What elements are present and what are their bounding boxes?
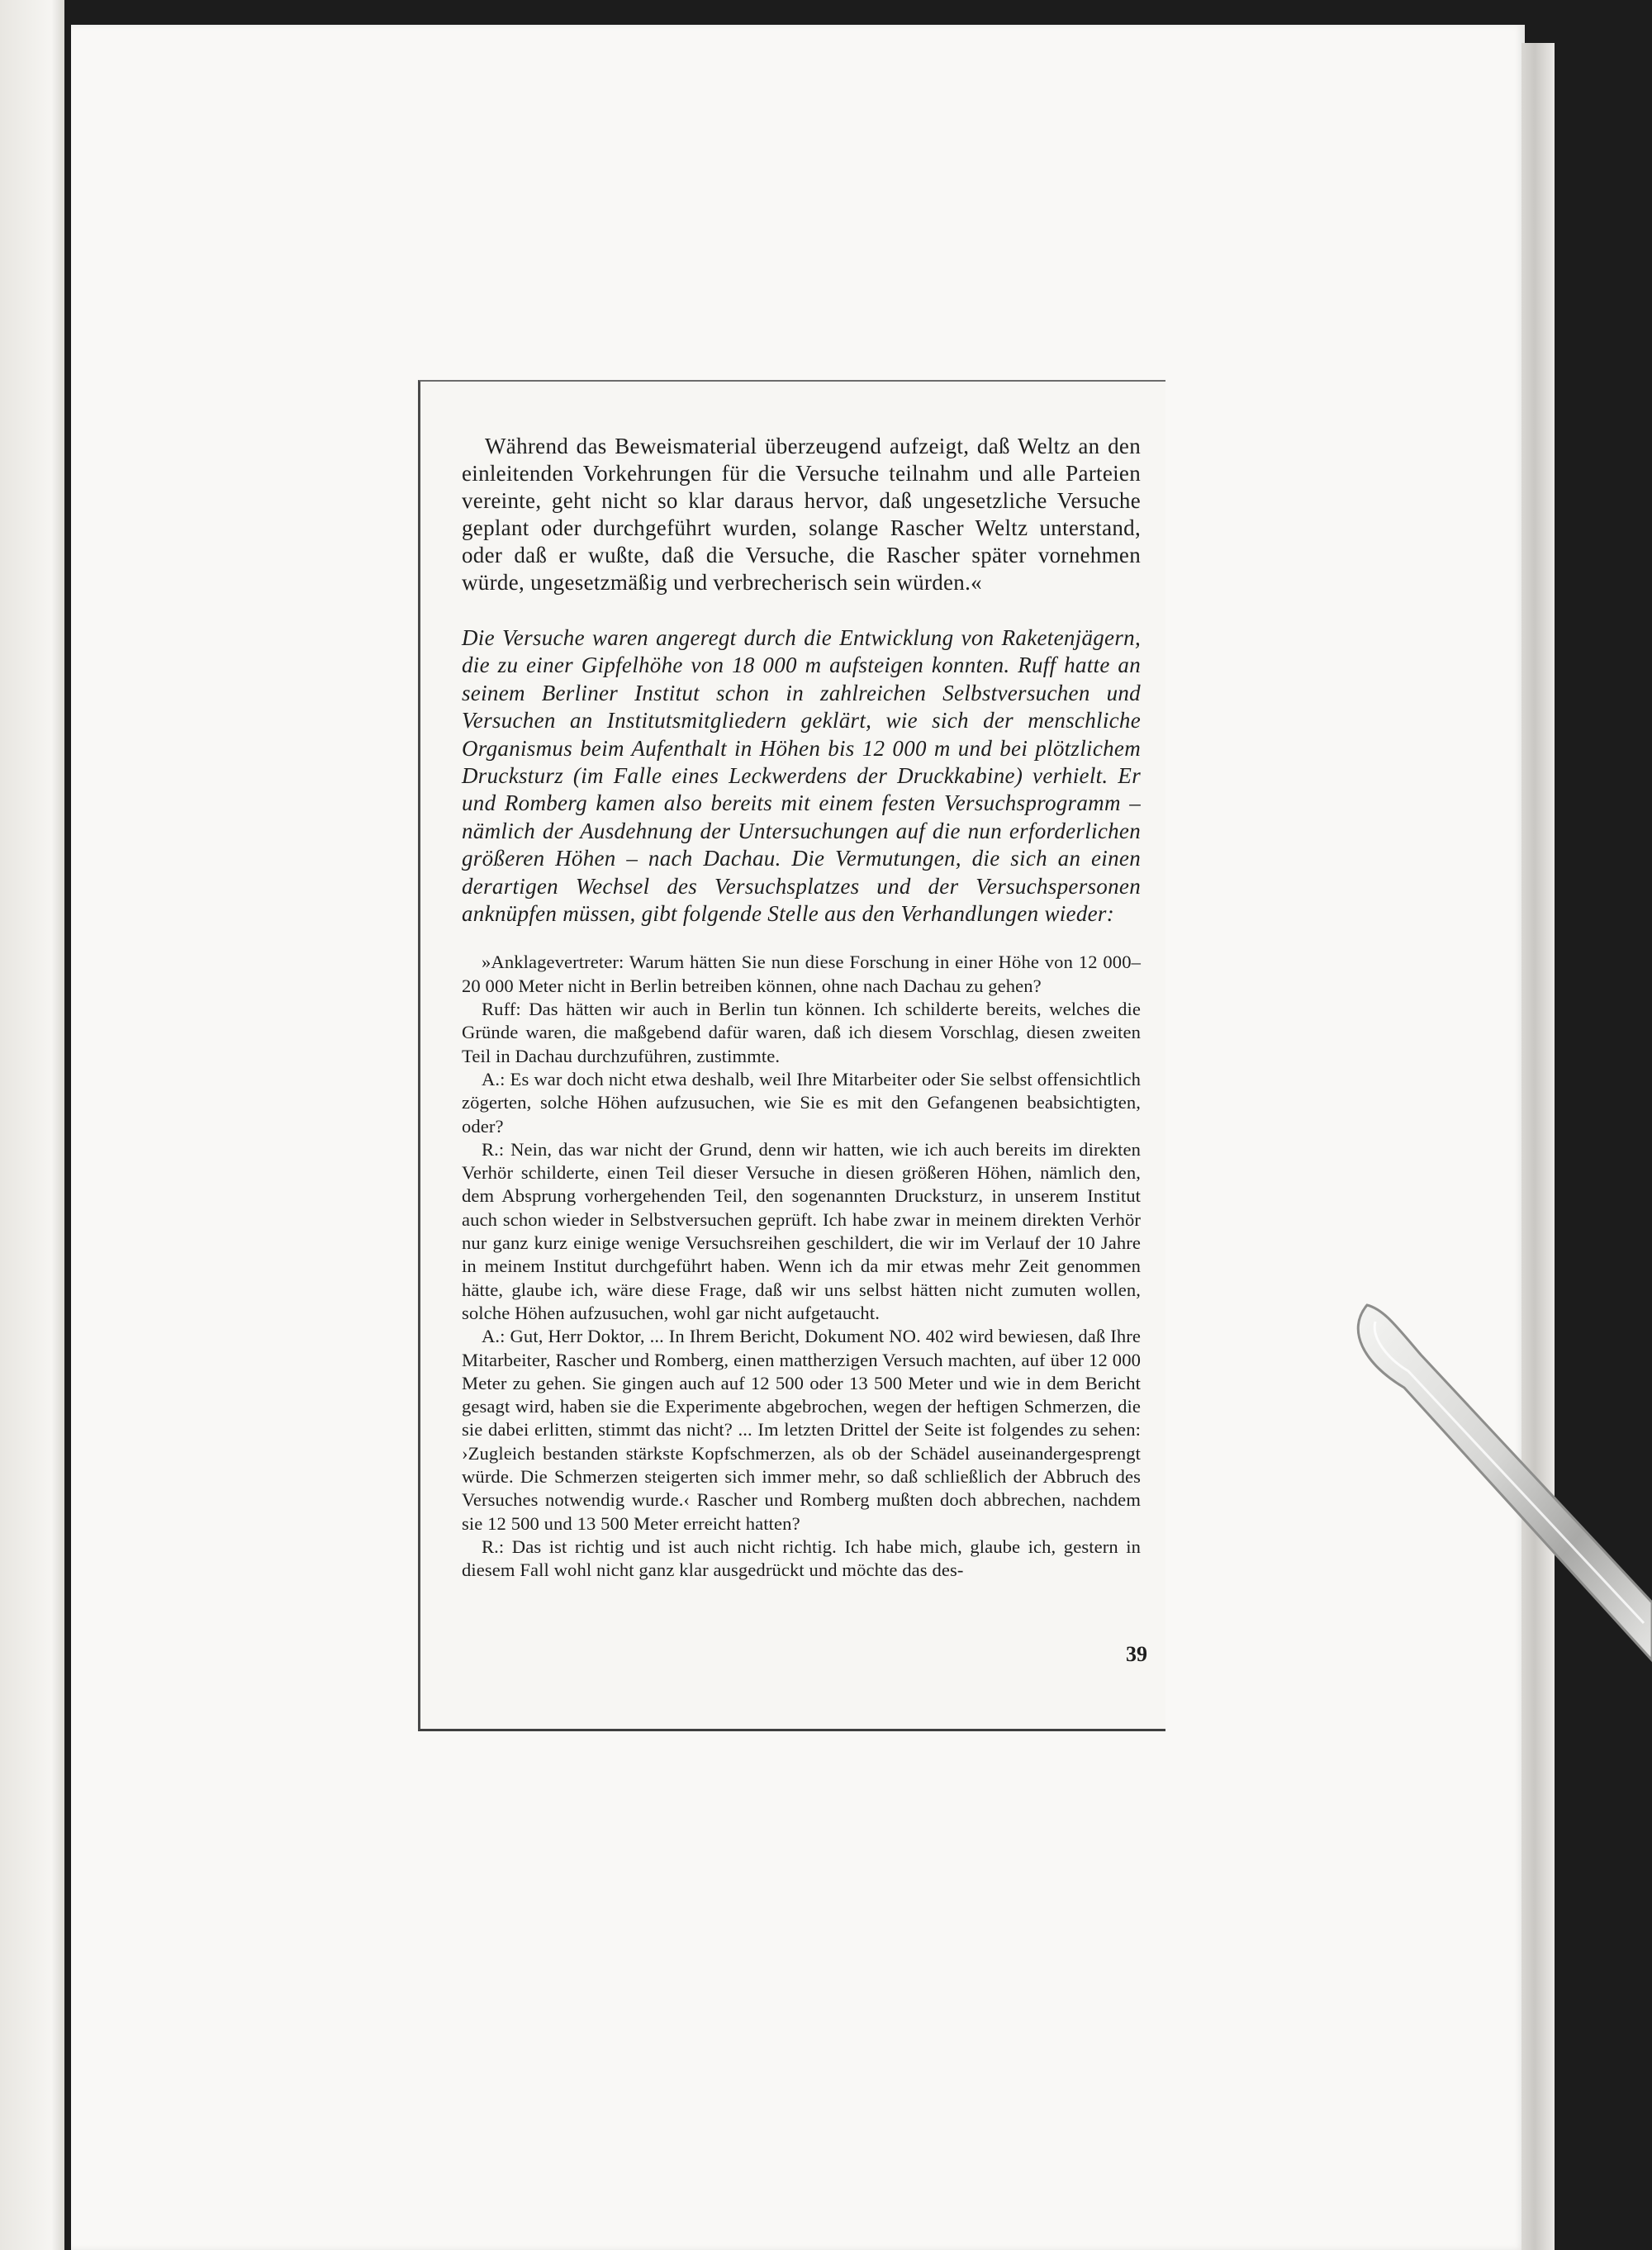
page-number: 39 bbox=[1126, 1642, 1147, 1666]
left-page-edge bbox=[0, 0, 64, 2250]
transcript-question-2: A.: Es war doch nicht etwa deshalb, weil Ihre Mitarbeiter oder Sie selbst offensichtlich zögerten, solche Höhen aufzusuchen, wie Sie es mit den Gefangenen beabsichtigten, oder? bbox=[462, 1068, 1141, 1137]
right-page-stack-edge bbox=[1521, 43, 1555, 2250]
transcript-question-1: »Anklagevertreter: Warum hätten Sie nun diese Forschung in einer Höhe von 12 000–20 000 Meter nicht in Berlin betreiben können, ohne nach Dachau zu gehen? bbox=[462, 952, 1141, 996]
book-page bbox=[71, 25, 1525, 2250]
transcript-question-3: A.: Gut, Herr Doktor, ... In Ihrem Bericht, Dokument NO. 402 wird bewiesen, daß Ihre Mitarbeiter, Rascher und Romberg, einen mattherzigen Versuch machten, auf über 12 000 Meter zu gehen. Sie gingen auch auf 12 500 oder 13 500 Meter und wie in dem Bericht gesagt wird, haben sie die Experimente abgebrochen, wegen der heftigen Schmerzen, die sie dabei erlitten, stimmt das nicht? ... Im letzten Drittel der Seite ist folgendes zu sehen: ›Zugleich bestanden stärkste Kopfschmerzen, als ob der Schädel auseinandergesprengt würde. Die Schmerzen steigerten sich immer mehr, so daß schließlich der Abbruch des Versuches notwendig wurde.‹ Rascher und Romberg mußten doch abbrechen, nachdem sie 12 500 und 13 500 Meter erreicht hatten? bbox=[462, 1326, 1141, 1534]
clipping-text bbox=[462, 433, 1141, 1582]
transcript-answer-2: R.: Nein, das war nicht der Grund, denn wir hatten, wie ich auch bereits im direkten Verhör schilderte, einen Teil dieser Versuche in diesen größeren Höhen, nämlich den, dem Absprung vorhergehenden Teil, den sogenannten Drucksturz, in unserem Institut auch schon wieder in Selbstversuchen geprüft. Ich habe zwar in meinem direkten Verhör nur ganz kurz einige wenige Versuchsreihen geschildert, die wir im Verlauf der 10 Jahre in meinem Institut durchgeführt haben. Wenn ich da mir etwas mehr Zeit genommen hätte, glaube ich, wäre diese Frage, daß wir uns selbst hätten nicht zumuten wollen, solche Höhen aufzusuchen, wohl gar nicht aufgetaucht. bbox=[462, 1138, 1141, 1323]
transcript-answer-1: Ruff: Das hätten wir auch in Berlin tun können. Ich schilderte bereits, welches die Gründe waren, die maßgebend dafür waren, daß ich diesem Vorschlag, diesen zweiten Teil in Dachau durchzuführen, zustimmte. bbox=[462, 999, 1141, 1066]
paragraph-italic-commentary: Die Versuche waren angeregt durch die Entwicklung von Raketenjägern, die zu einer Gipfelhöhe von 18 000 m aufsteigen konnten. Ruff hatte an seinem Berliner Institut schon in zahlreichen Selbstversuchen und Versuchen an Institutsmitgliedern geklärt, wie sich der menschliche Organismus beim Aufenthalt in Höhen bis 12 000 m und bei plötzlichem Drucksturz (im Falle eines Leckwerdens der Druckkabine) verhielt. Er und Romberg kamen also bereits mit einem festen Versuchsprogramm – nämlich der Ausdehnung der Untersuchungen auf die nun erforderlichen größeren Höhen – nach Dachau. Die Vermutungen, die sich an einen derartigen Wechsel des Versuchsplatzes und der Versuchspersonen anknüpfen müssen, gibt folgende Stelle aus den Verhandlungen wieder: bbox=[462, 625, 1141, 927]
paragraph-intro: Während das Beweismaterial überzeugend aufzeigt, daß Weltz an den einleitenden Vorkehrungen für die Versuche teilnahm und alle Parteien vereinte, geht nicht so klar daraus hervor, daß ungesetzliche Versuche geplant oder durchgeführt wurden, solange Rascher Weltz unterstand, oder daß er wußte, daß die Versuche, die Rascher später vornehmen würde, ungesetzmäßig und verbrecherisch sein würden.« bbox=[462, 434, 1141, 595]
pasted-text-clipping bbox=[418, 380, 1165, 1731]
transcript-answer-3: R.: Das ist richtig und ist auch nicht richtig. Ich habe mich, glaube ich, gestern in diesem Fall wohl nicht ganz klar ausgedrückt und möchte das des- bbox=[462, 1536, 1141, 1581]
